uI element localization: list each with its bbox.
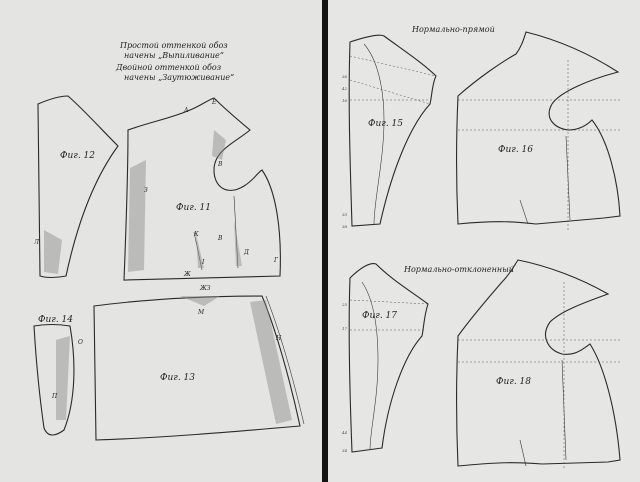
fig17-measure-1: 25 [342, 302, 348, 307]
fig15-label: Фиг. 15 [368, 119, 403, 129]
pattern-piece-fig17 [349, 264, 428, 452]
fig11-letter-b: В [218, 161, 223, 168]
pattern-piece-fig15 [349, 35, 436, 226]
legend-line-3: Двойной оттенкой обоз [116, 63, 222, 72]
fig11-letter-e: Е [212, 99, 217, 106]
fig12-letter-l: Л [34, 239, 40, 246]
fig17-measure-4: 34 [342, 448, 348, 453]
fig13-letter-zhz: ЖЗ [200, 285, 211, 292]
pattern-piece-fig13 [94, 296, 304, 440]
fig11-letter-z: З [144, 187, 148, 194]
pattern-piece-fig16 [457, 32, 621, 230]
fig15-measure-2: 42 [342, 86, 348, 91]
fig11-letter-a: А [184, 107, 189, 114]
fig11-letter-d: Д [244, 249, 249, 256]
fig16-label: Фиг. 16 [498, 145, 533, 155]
fig14-letter-p: П [52, 393, 58, 400]
fig14-letter-o: О [78, 339, 83, 346]
fig17-measure-2: 17 [342, 326, 348, 331]
right-page [328, 0, 640, 482]
right-page-drawing [328, 0, 640, 482]
title-normal-straight: Нормально-прямой [412, 25, 495, 34]
fig17-label: Фиг. 17 [362, 311, 397, 321]
legend-line-1: Простой оттенкой обоз [120, 41, 228, 50]
pattern-piece-fig12 [38, 96, 118, 278]
legend-line-2: начены „Выпиливание“ [124, 51, 224, 60]
fig15-measure-5: 38 [342, 224, 348, 229]
title-normal-inclined: Нормально-отклоненный [404, 265, 514, 274]
fig13-letter-n: Н [276, 335, 282, 342]
fig11-letter-zh: Ж [184, 271, 191, 278]
fig13-label: Фиг. 13 [160, 373, 195, 383]
fig17-measure-3: 44 [342, 430, 348, 435]
fig18-label: Фиг. 18 [496, 377, 531, 387]
fig14-label: Фиг. 14 [38, 315, 73, 325]
pattern-piece-fig18 [457, 260, 621, 468]
fig13-letter-m: М [198, 309, 205, 316]
fig15-measure-3: 16 [342, 98, 348, 103]
fig11-letter-g: Г [274, 257, 278, 264]
fig11-label: Фиг. 11 [176, 203, 211, 213]
fig11-letter-k: К [194, 231, 199, 238]
fig11-letter-v: В [218, 235, 223, 242]
fig12-label: Фиг. 12 [60, 151, 95, 161]
legend-line-4: начены „Заутюживание“ [124, 73, 235, 82]
fig11-letter-i: І [202, 259, 205, 266]
pattern-piece-fig14 [34, 325, 74, 436]
fig15-measure-1: 36 [342, 74, 348, 79]
fig15-measure-4: 35 [342, 212, 348, 217]
